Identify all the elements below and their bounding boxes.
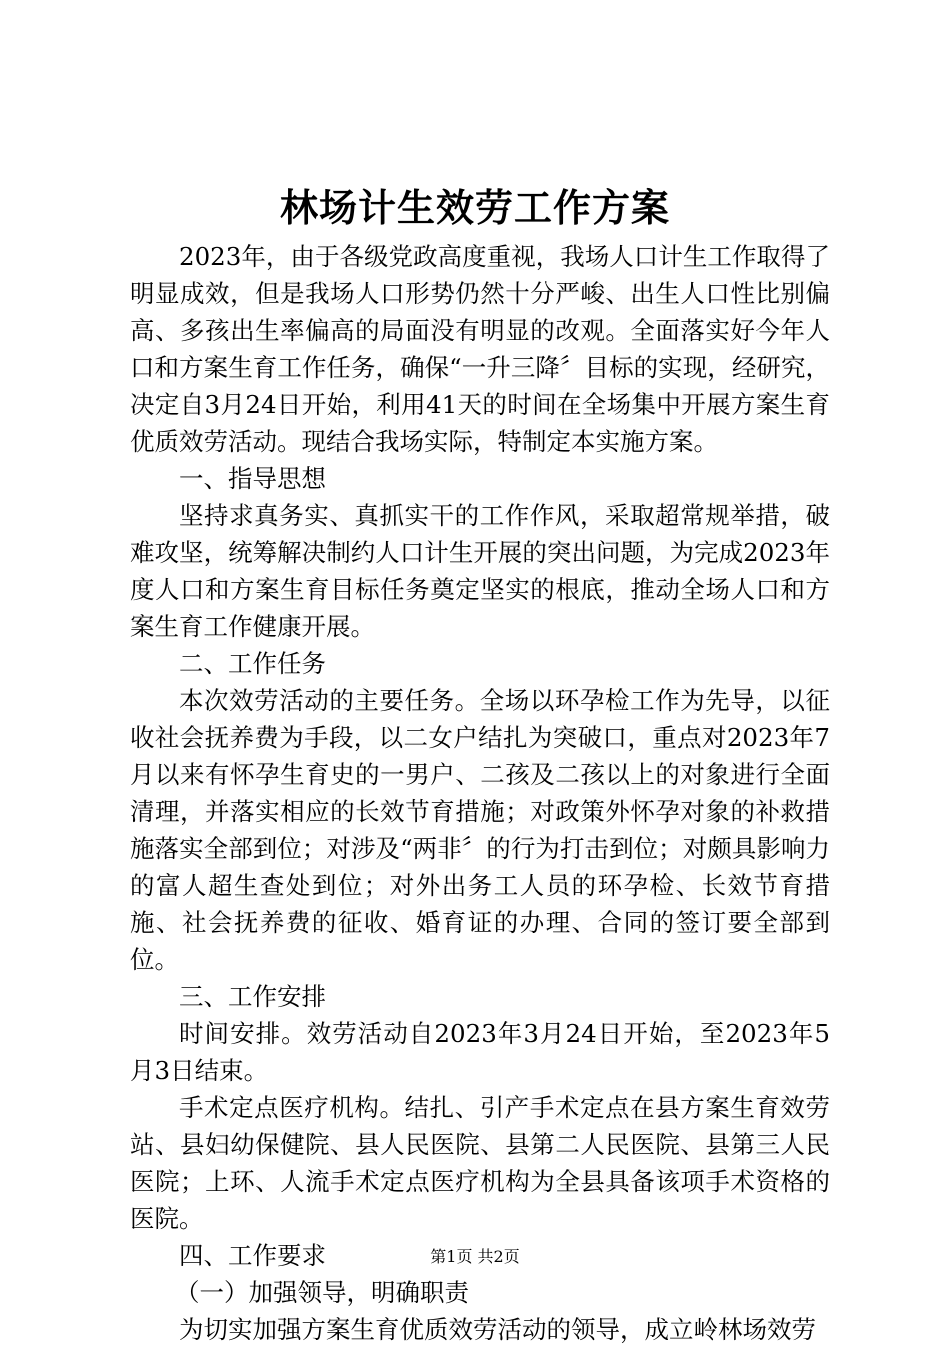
section-heading-3: 三、工作安排: [179, 982, 326, 1011]
section-heading-4: 四、工作要求: [179, 1241, 326, 1270]
page-footer: 第1页 共2页: [430, 1247, 520, 1266]
paragraph-medical-institutions: 手术定点医疗机构。结扎、引产手术定点在县方案生育效劳站、县妇幼保健院、县人民医院、县第二人民医院、县第三人民医院；上环、人流手术定点医疗机构为全县具备该项手术资格的医院。: [130, 1093, 830, 1233]
paragraph-intro: 2023年，由于各级党政高度重视，我场人口计生工作取得了明显成效，但是我场人口形势仍然十分严峻、出生人口性比别偏高、多孩出生率偏高的局面没有明显的改观。全面落实好今年人口和方案生育工作任务，确保“一升三降〞目标的实现，经研究，决定自3月24日开始，利用41天的时间在全场集中开展方案生育优质效劳活动。现结合我场实际，特制定本实施方案。: [130, 242, 830, 456]
section-heading-2: 二、工作任务: [179, 649, 326, 678]
paragraph-schedule: 时间安排。效劳活动自2023年3月24日开始，至2023年5月3日结束。: [130, 1019, 830, 1085]
document-body: [130, 238, 830, 1348]
paragraph-leadership: 为切实加强方案生育优质效劳活动的领导，成立岭林场效劳: [179, 1315, 816, 1344]
section-heading-1: 一、指导思想: [179, 464, 326, 493]
paragraph-guiding-thought: 坚持求真务实、真抓实干的工作作风，采取超常规举措，破难攻坚，统筹解决制约人口计生开展的突出问题，为完成2023年度人口和方案生育目标任务奠定坚实的根底，推动全场人口和方案生育工作健康开展。: [130, 501, 830, 641]
paragraph-tasks: 本次效劳活动的主要任务。全场以环孕检工作为先导，以征收社会抚养费为手段，以二女户结扎为突破口，重点对2023年7月以来有怀孕生育史的一男户、二孩及二孩以上的对象进行全面清理，并落实相应的长效节育措施；对政策外怀孕对象的补救措施落实全部到位；对涉及“两非〞的行为打击到位；对颇具影响力的富人超生查处到位；对外出务工人员的环孕检、长效节育措施、社会抚养费的征收、婚育证的办理、合同的签订要全部到位。: [130, 686, 830, 974]
subsection-heading-1: （一）加强领导，明确职责: [175, 1278, 469, 1307]
document-title: 林场计生效劳工作方案: [279, 185, 670, 230]
